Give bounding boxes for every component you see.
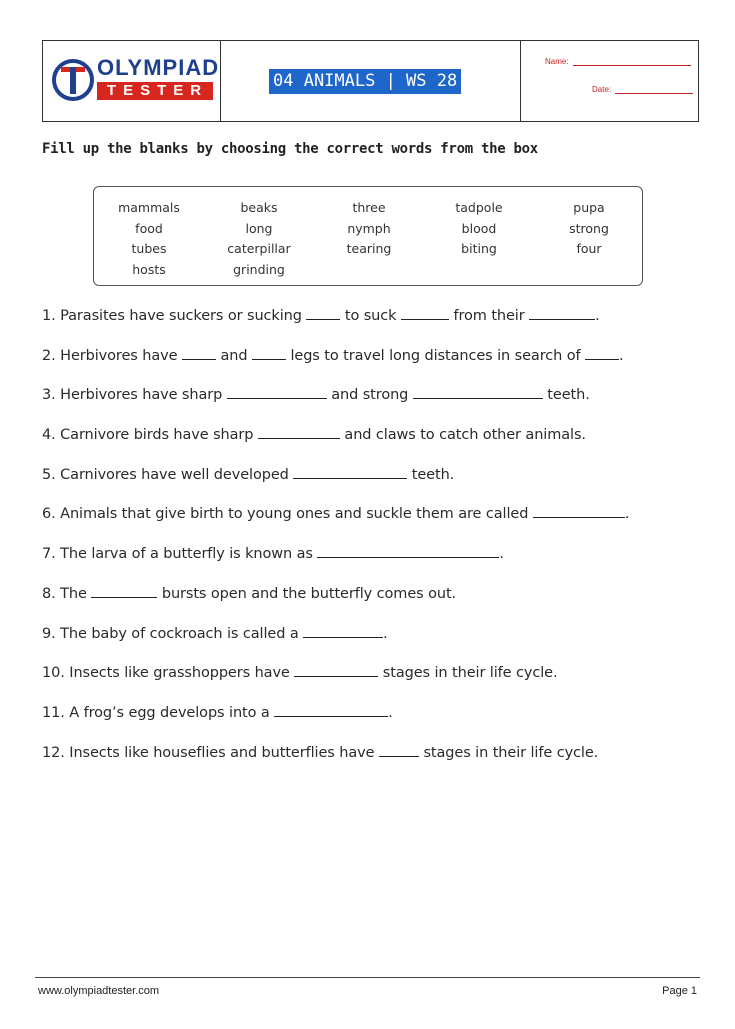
word-option: three [352, 200, 386, 215]
word-option: tubes [131, 241, 167, 256]
question-4 [42, 424, 702, 464]
question-text: teeth. [407, 466, 455, 483]
question-3 [42, 384, 702, 424]
answer-blank[interactable] [258, 424, 340, 439]
question-text: 9. The baby of cockroach is called a [42, 625, 304, 642]
question-text: . [595, 308, 600, 324]
answer-blank[interactable] [91, 583, 157, 598]
logo-cell [43, 41, 221, 121]
footer-page-number: Page 1 [662, 985, 697, 997]
worksheet-title: 04 ANIMALS | WS 28 [269, 69, 461, 94]
word-option: biting [461, 241, 497, 256]
question-12 [42, 742, 702, 782]
question-text: to suck [340, 308, 401, 324]
question-11 [42, 702, 702, 742]
question-text: 6. Animals that give birth to young ones and suckle them are called [42, 506, 533, 523]
question-list [42, 305, 702, 781]
question-text: bursts open and the butterfly comes out. [157, 585, 457, 602]
answer-blank[interactable] [533, 503, 625, 518]
answer-blank[interactable] [182, 345, 216, 360]
date-field[interactable] [615, 85, 693, 94]
word-option: pupa [573, 200, 605, 215]
question-text: . [388, 704, 393, 721]
answer-blank[interactable] [413, 384, 543, 399]
question-text: 10. Insects like grasshoppers have [42, 665, 295, 682]
answer-blank[interactable] [379, 742, 419, 757]
word-option: nymph [347, 220, 391, 236]
word-grid [94, 198, 644, 280]
word-option: grinding [233, 261, 285, 277]
question-text: . [383, 625, 388, 642]
word-option: four [576, 241, 602, 256]
question-text: 2. Herbivores have [42, 347, 182, 364]
question-6 [42, 503, 702, 543]
word-option: food [135, 220, 163, 236]
logo-text-olympiad: OLYMPIAD [97, 55, 220, 80]
answer-blank[interactable] [585, 345, 619, 360]
answer-blank[interactable] [294, 662, 378, 677]
question-text: 11. A frog’s egg develops into a [42, 704, 275, 721]
question-9 [42, 623, 702, 663]
question-7 [42, 543, 702, 583]
logo-text-tester: TESTER [97, 82, 213, 100]
footer-divider [35, 977, 700, 978]
word-option: hosts [132, 261, 166, 277]
word-option: strong [569, 220, 609, 236]
question-5 [42, 464, 702, 504]
question-text: 1. Parasites have suckers or sucking [42, 308, 307, 324]
name-label: Name: [545, 57, 569, 66]
name-field[interactable] [573, 57, 691, 66]
question-text: 12. Insects like houseflies and butterflies have [42, 744, 379, 761]
question-2 [42, 345, 702, 385]
answer-blank[interactable] [293, 464, 407, 479]
question-10 [42, 662, 702, 702]
word-option: mammals [118, 200, 180, 215]
meta-cell [521, 41, 698, 121]
answer-blank[interactable] [303, 623, 383, 638]
question-text: 8. The [42, 585, 92, 602]
olympiad-logo-icon [51, 58, 95, 102]
footer-website: www.olympiadtester.com [38, 985, 160, 997]
word-box [93, 186, 643, 286]
question-text: . [499, 546, 504, 563]
question-text: 7. The larva of a butterfly is known as [42, 546, 318, 563]
title-cell [221, 41, 521, 121]
date-label: Date: [592, 85, 612, 94]
question-text: stages in their life cycle. [378, 665, 558, 682]
answer-blank[interactable] [529, 305, 595, 320]
answer-blank[interactable] [401, 305, 449, 320]
question-text: . [624, 506, 630, 523]
answer-blank[interactable] [274, 702, 388, 717]
question-text: 4. Carnivore birds have sharp [42, 427, 258, 444]
word-option: tadpole [455, 200, 503, 215]
question-text: . [619, 347, 624, 364]
answer-blank[interactable] [227, 384, 327, 399]
word-option: long [245, 220, 273, 236]
answer-blank[interactable] [317, 543, 499, 558]
answer-blank[interactable] [306, 305, 340, 320]
date-row [592, 85, 693, 94]
question-text: from their [448, 308, 530, 324]
question-text: 5. Carnivores have well developed [42, 466, 294, 483]
question-text: and [215, 347, 252, 364]
answer-blank[interactable] [252, 345, 286, 360]
instruction-text: Fill up the blanks by choosing the correct words from the box [42, 141, 538, 157]
question-8 [42, 583, 702, 623]
question-1 [42, 305, 702, 345]
word-option: caterpillar [227, 241, 291, 256]
name-row [545, 57, 691, 66]
worksheet-header [42, 40, 699, 122]
word-option: tearing [346, 241, 392, 256]
question-text: and strong [326, 387, 413, 404]
word-option: beaks [240, 200, 278, 215]
question-text: and claws to catch other animals. [339, 427, 586, 444]
question-text: stages in their life cycle. [418, 744, 599, 761]
word-option: blood [461, 220, 497, 236]
question-text: teeth. [542, 387, 590, 404]
question-text: 3. Herbivores have sharp [42, 387, 227, 404]
question-text: legs to travel long distances in search of [285, 347, 585, 364]
